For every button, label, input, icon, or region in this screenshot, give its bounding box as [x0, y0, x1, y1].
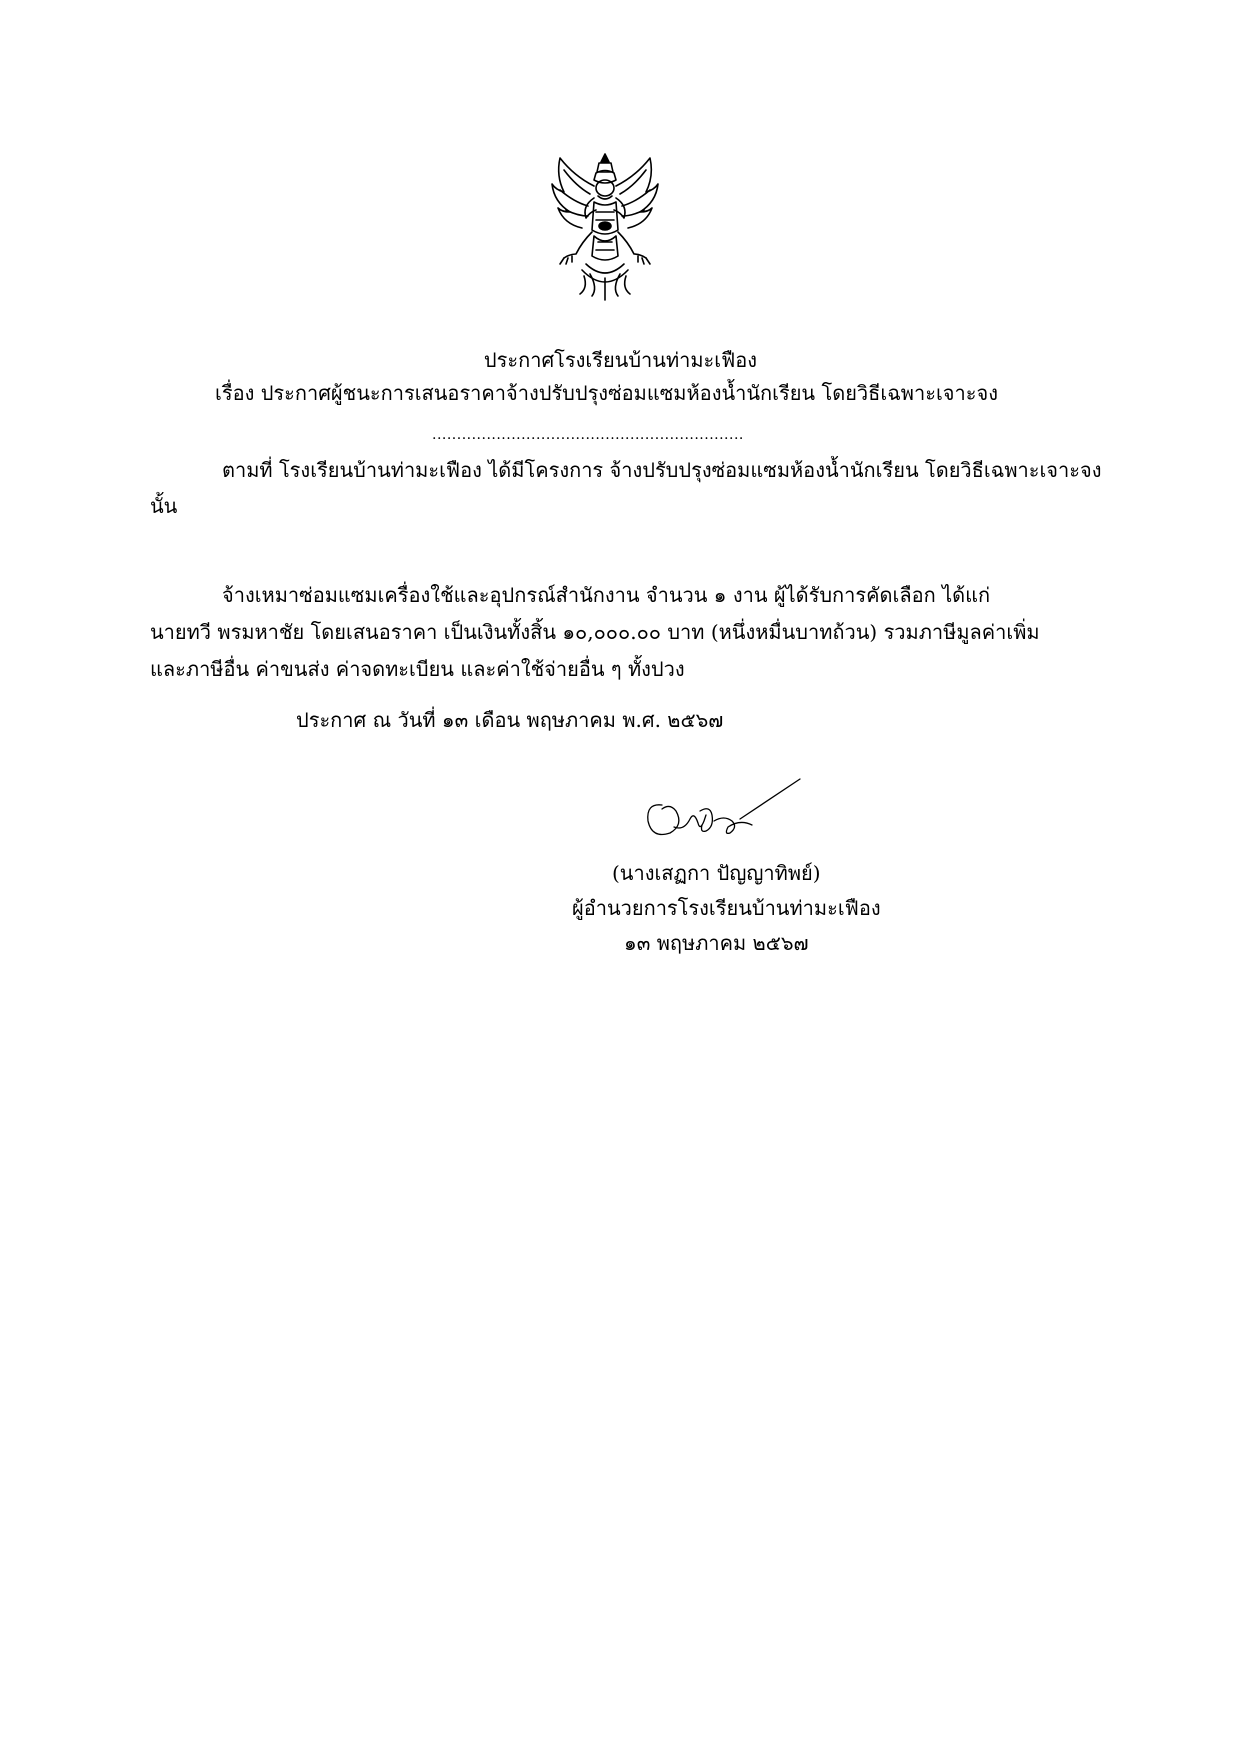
- paragraph-2-line-3: และภาษีอื่น ค่าขนส่ง ค่าจดทะเบียน และค่าใช้จ่ายอื่น ๆ ทั้งปวง: [150, 657, 685, 681]
- signatory-date: ๑๓ พฤษภาคม ๒๕๖๗: [624, 931, 809, 955]
- announcement-title: ประกาศโรงเรียนบ้านท่ามะเฟือง: [483, 348, 758, 372]
- signatory-position: ผู้อำนวยการโรงเรียนบ้านท่ามะเฟือง: [572, 896, 881, 920]
- signature-icon: [640, 775, 820, 855]
- signatory-name: (นางเสฏกา ปัญญาทิพย์): [612, 861, 821, 885]
- announcement-subject: เรื่อง ประกาศผู้ชนะการเสนอราคาจ้างปรับปรุงซ่อมแซมห้องน้ำนักเรียน โดยวิธีเฉพาะเจาะจง: [215, 381, 998, 405]
- garuda-emblem-icon: [546, 146, 664, 302]
- paragraph-1-line-1: ตามที่ โรงเรียนบ้านท่ามะเฟือง ได้มีโครงการ จ้างปรับปรุงซ่อมแซมห้องน้ำนักเรียน โดยวิธีเฉพาะเจาะจง: [222, 458, 1102, 482]
- paragraph-2-line-2: นายทวี พรมหาชัย โดยเสนอราคา เป็นเงินทั้งสิ้น ๑๐,๐๐๐.๐๐ บาท (หนึ่งหมื่นบาทถ้วน) รวมภาษีมูลค่าเพิ่ม: [150, 620, 1040, 644]
- announcement-date: ประกาศ ณ วันที่ ๑๓ เดือน พฤษภาคม พ.ศ. ๒๕๖๗: [296, 708, 724, 732]
- separator-dots: ...............................................................: [432, 427, 744, 443]
- paragraph-1-line-2: นั้น: [150, 494, 178, 518]
- paragraph-2-line-1: จ้างเหมาซ่อมแซมเครื่องใช้และอุปกรณ์สำนักงาน จำนวน ๑ งาน ผู้ได้รับการคัดเลือก ได้แก่: [222, 583, 991, 607]
